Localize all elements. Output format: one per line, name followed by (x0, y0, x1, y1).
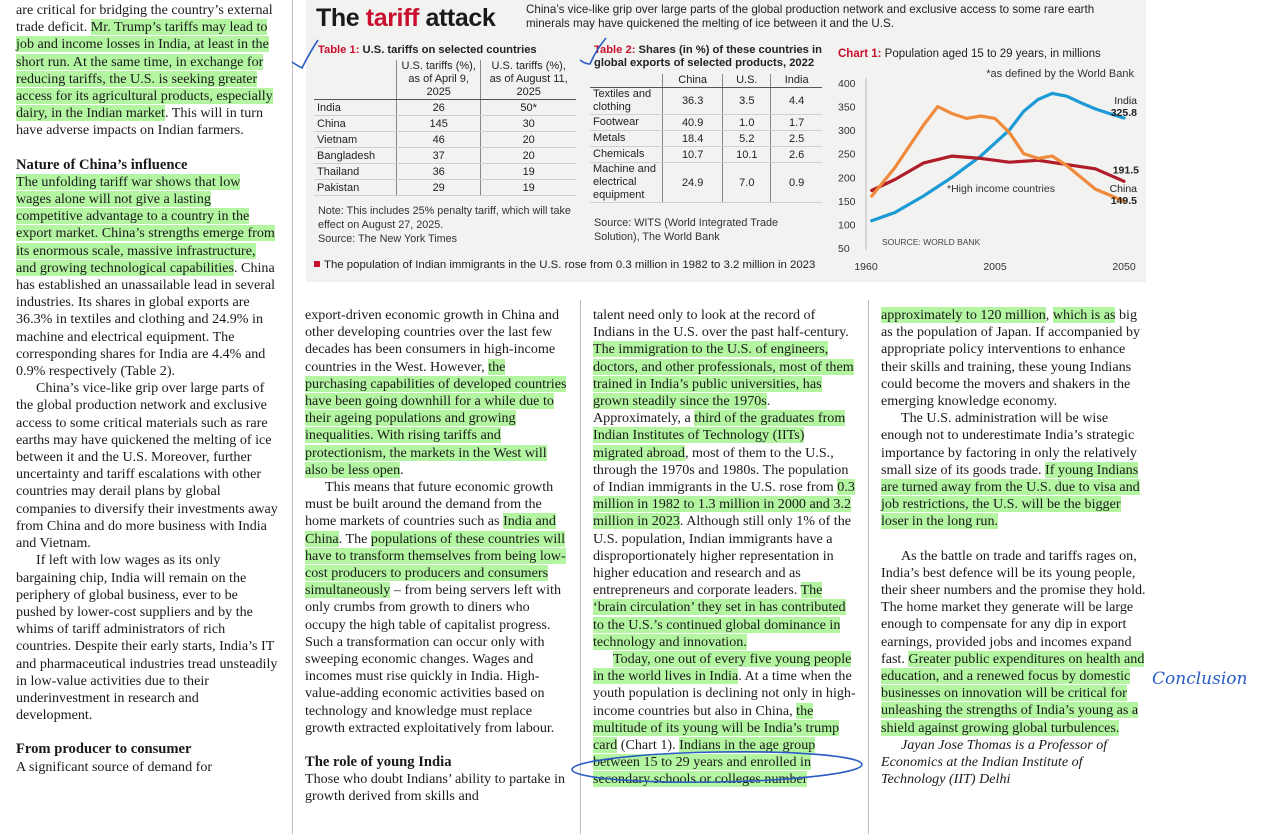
subheading: Nature of China’s influence (16, 156, 188, 173)
table2-head-china: China (663, 74, 723, 88)
table-cell-value: 1.7 (771, 115, 822, 131)
table-cell-value: 145 (397, 116, 481, 132)
infographic-deck: China’s vice-like grip over large parts of the global production network and exclusive access to some rare earth minerals may have quickened the melting of ice between it and the U.S. (526, 3, 1095, 30)
table-cell-value: 37 (397, 148, 481, 164)
table-cell-value: 36 (397, 164, 481, 180)
table-cell-value: 20 (481, 132, 576, 148)
table1-source: Source: The New York Times (318, 233, 458, 245)
table-cell-value: 18.4 (663, 131, 723, 147)
checkmark-annotation (580, 38, 606, 64)
y-tick-label: 300 (838, 125, 856, 138)
table-cell-country: Pakistan (314, 180, 397, 196)
y-tick-label: 50 (838, 243, 850, 255)
series-label-china: China (1109, 183, 1137, 196)
table-cell-value: 2.6 (771, 147, 822, 163)
table-cell-product: Footwear (590, 115, 663, 131)
paragraph: As the battle on trade and tariffs rages on, India’s best defence will be its young people, their sheer numbers and the promise they hold. The home market they generate will be large enough to compensate for any dip in export earnings, provided jobs and incomes expand fast. Greater public expenditures on health and education, and a renewed focus by domestic businesses on innovation will be critical for unleashing the strengths of India’s young as a shield against growing global turbulences. (881, 547, 1146, 736)
table-cell-value: 1.0 (723, 115, 771, 131)
table-cell-value: 29 (397, 180, 481, 196)
table-cell-value: 24.9 (663, 163, 723, 203)
table-cell-value: 2.5 (771, 131, 822, 147)
table-cell-value: 3.5 (723, 88, 771, 115)
table-cell-country: India (314, 100, 397, 116)
table-cell-country: Bangladesh (314, 148, 397, 164)
table2-head-us: U.S. (723, 74, 771, 88)
table-cell-value: 10.7 (663, 147, 723, 163)
paragraph: export-driven economic growth in China and other developing countries over the last few decades has been consumers in high-income countries in the West. However, the purchasing capabilities of developed countries have been going downhill for a while due to their ageing populations and growing inequalities. With rising tariffs and protectionism, the markets in the West will also be less open. (305, 307, 567, 478)
table-cell-product: Chemicals (590, 147, 663, 163)
paragraph: are critical for bridging the country’s external trade deficit. Mr. Trump’s tariffs may lead to job and income losses in India, at least in the short run. At the same time, in exchange for reducing tariffs, the U.S. is seeking greater access for its agricultural products, especially dairy, in the Indian market. This will in turn have adverse impacts on Indian farmers. (16, 2, 273, 139)
y-tick-label: 350 (838, 101, 856, 114)
series-label-india: India (1114, 94, 1137, 107)
subheading: From producer to consumer (16, 741, 192, 758)
table-cell-value: 7.0 (723, 163, 771, 203)
margin-note: Conclusion (1152, 669, 1248, 689)
subheading: The role of young India (305, 754, 452, 771)
paragraph: A significant source of demand for (16, 758, 213, 775)
x-tick-label: 2005 (983, 261, 1007, 273)
paragraph: talent need only to look at the record of Indians in the U.S. over the past half-century. The immigration to the U.S. of engineers, doctors, and other professionals, most of them trained in India’s public universities, has grown steadily since the 1970s. Approximately, a third of the graduates from Indian Institutes of Technology (IITs) migrated abroad, most of them to the U.S., through the 1970s and 1980s. The population of Indian immigrants in the U.S. rose from 0.3 million in 1982 to 1.3 million in 2000 and 3.2 million in 2023. Although still only 1% of the U.S. population, Indian immigrants have a disproportionately higher representation in higher education and research and as entrepreneurs and corporate leaders. The ‘brain circulation’ they set in has contributed to the U.S.’s continued global dominance in technology and innovation. (593, 307, 855, 650)
table-cell-value: 0.9 (771, 163, 822, 203)
table-cell-value: 40.9 (663, 115, 723, 131)
author-byline: Jayan Jose Thomas is a Professor of Economics at the Indian Institute of Technology (IIT) Delhi (881, 736, 1108, 788)
table-cell-value: 19 (481, 180, 576, 196)
paragraph: Today, one out of every five young people in the world lives in India. At a time when the youth population is declining not only in high-income countries but also in China, the multitude of its young will be India’s trump card (Chart 1). Indians in the age group between 15 to 29 years and enrolled in secondary schools or colleges number (593, 651, 856, 788)
table1-head-april: U.S. tariffs (%), as of April 9, 2025 (397, 60, 481, 100)
x-tick-label: 1960 (854, 261, 878, 273)
table-cell-value: 36.3 (663, 88, 723, 115)
table-cell-value: 46 (397, 132, 481, 148)
table-cell-value: 19 (481, 164, 576, 180)
table-cell-value: 30 (481, 116, 576, 132)
checkmark-annotation (292, 40, 318, 68)
series-value-india: 325.8 (1110, 106, 1137, 119)
table-cell-product: Textiles and clothing (590, 88, 663, 115)
table1-caption: Table 1: U.S. tariffs on selected countries (318, 44, 537, 56)
table1-head-august: U.S. tariffs (%), as of August 11, 2025 (481, 60, 576, 100)
chart-annotation: *High income countries (947, 183, 1055, 195)
chart-source: SOURCE: WORLD BANK (882, 237, 981, 247)
y-tick-label: 400 (838, 78, 856, 90)
table-cell-product: Machine and electrical equipment (590, 163, 663, 203)
y-tick-label: 200 (838, 172, 856, 185)
paragraph: China’s vice-like grip over large parts of the global production network and exclusive access to some critical materials such as rare earths may have quickened the melting of ice between it and the U.S. Moreover, further uncertainty and tariff escalations with other countries may derail plans by global companies to diversify their investments away from China and do more business with India and Vietnam. (16, 380, 278, 552)
series-value-high-income: 191.5 (1112, 164, 1139, 177)
paragraph: Those who doubt Indians’ ability to partake in growth derived from skills and (305, 771, 566, 805)
paragraph: approximately to 120 million, which is as big as the population of Japan. If accompanied by appropriate policy interventions to enhance their skills and training, these young Indians could become the movers and shakers in the emerging knowledge economy. (881, 307, 1141, 410)
table-cell-value: 26 (397, 100, 481, 116)
circle-annotation (572, 749, 862, 784)
table-cell-value: 4.4 (771, 88, 822, 115)
table-cell-country: Thailand (314, 164, 397, 180)
y-tick-label: 100 (838, 219, 856, 232)
table-cell-value: 5.2 (723, 131, 771, 147)
table2-caption: Table 2: Shares (in %) of these countries in global exports of selected products, 2022 (594, 44, 822, 69)
table-cell-value: 50* (481, 100, 576, 116)
paragraph: The unfolding tariff war shows that low wages alone will not give a lasting competitive advantage to a country in the export market. China’s strengths emerge from its enormous scale, massive infrastructure, and growing technological capabilities. China has established an unassailable lead in several industries. Its shares in global exports are 36.3% in textiles and clothing and 24.9% in machine and electrical equipment. The corresponding shares for India are 4.4% and 0.9% respectively (Table 2). (16, 173, 276, 380)
table-cell-value: 10.1 (723, 147, 771, 163)
chart-subtitle: *as defined by the World Bank (986, 68, 1134, 80)
series-value-china: 149.5 (1110, 195, 1137, 208)
table-cell-country: Vietnam (314, 132, 397, 148)
table-cell-country: China (314, 116, 397, 132)
y-tick-label: 250 (838, 148, 856, 161)
paragraph: This means that future economic growth must be built around the demand from the home markets of countries such as India and China. The populations of these countries will have to transform themselves from being low-cost producers to producers and consumers simultaneously – from being servers left with only crumbs from growth to diners who occupy the high table of capitalist progress. Such a transformation can occur only with sweeping economic changes. Wages and incomes must rise quickly in India. High-value-adding economic activities based on technology and knowledge must replace growth extracted exploitatively from labour. (305, 479, 566, 736)
table2-head-india: India (771, 74, 822, 88)
chart-title: Chart 1: Population aged 15 to 29 years, in millions (838, 48, 1101, 60)
table-cell-product: Metals (590, 131, 663, 147)
x-tick-label: 2050 (1112, 261, 1136, 273)
table1-note: Note: This includes 25% penalty tariff, which will take effect on August 27, 2025. (318, 205, 571, 231)
paragraph: The U.S. administration will be wise enough not to underestimate India’s strategic importance by factoring in only the relatively small size of its goods trade. If young Indians are turned away from the U.S. due to visa and job restrictions, the U.S. will be the bigger loser in the long run. (881, 410, 1140, 530)
table2-source: Source: WITS (World Integrated Trade Solution), The World Bank (594, 217, 779, 243)
table-cell-value: 20 (481, 148, 576, 164)
infographic-title: The tariff attack (316, 4, 496, 32)
paragraph: If left with low wages as its only bargaining chip, India will remain on the periphery of global business, ever to be pushed by lower-cost suppliers and by the whims of tariff administrators of rich countries. Despite their early starts, India’s IT and pharmaceutical industries tread unsteadily in low-value activities due to their underinvestment in research and development. (16, 552, 278, 724)
infographic-footnote: The population of Indian immigrants in the U.S. rose from 0.3 million in 1982 to 3.2 million in 2023 (314, 259, 815, 271)
y-tick-label: 150 (838, 195, 856, 208)
